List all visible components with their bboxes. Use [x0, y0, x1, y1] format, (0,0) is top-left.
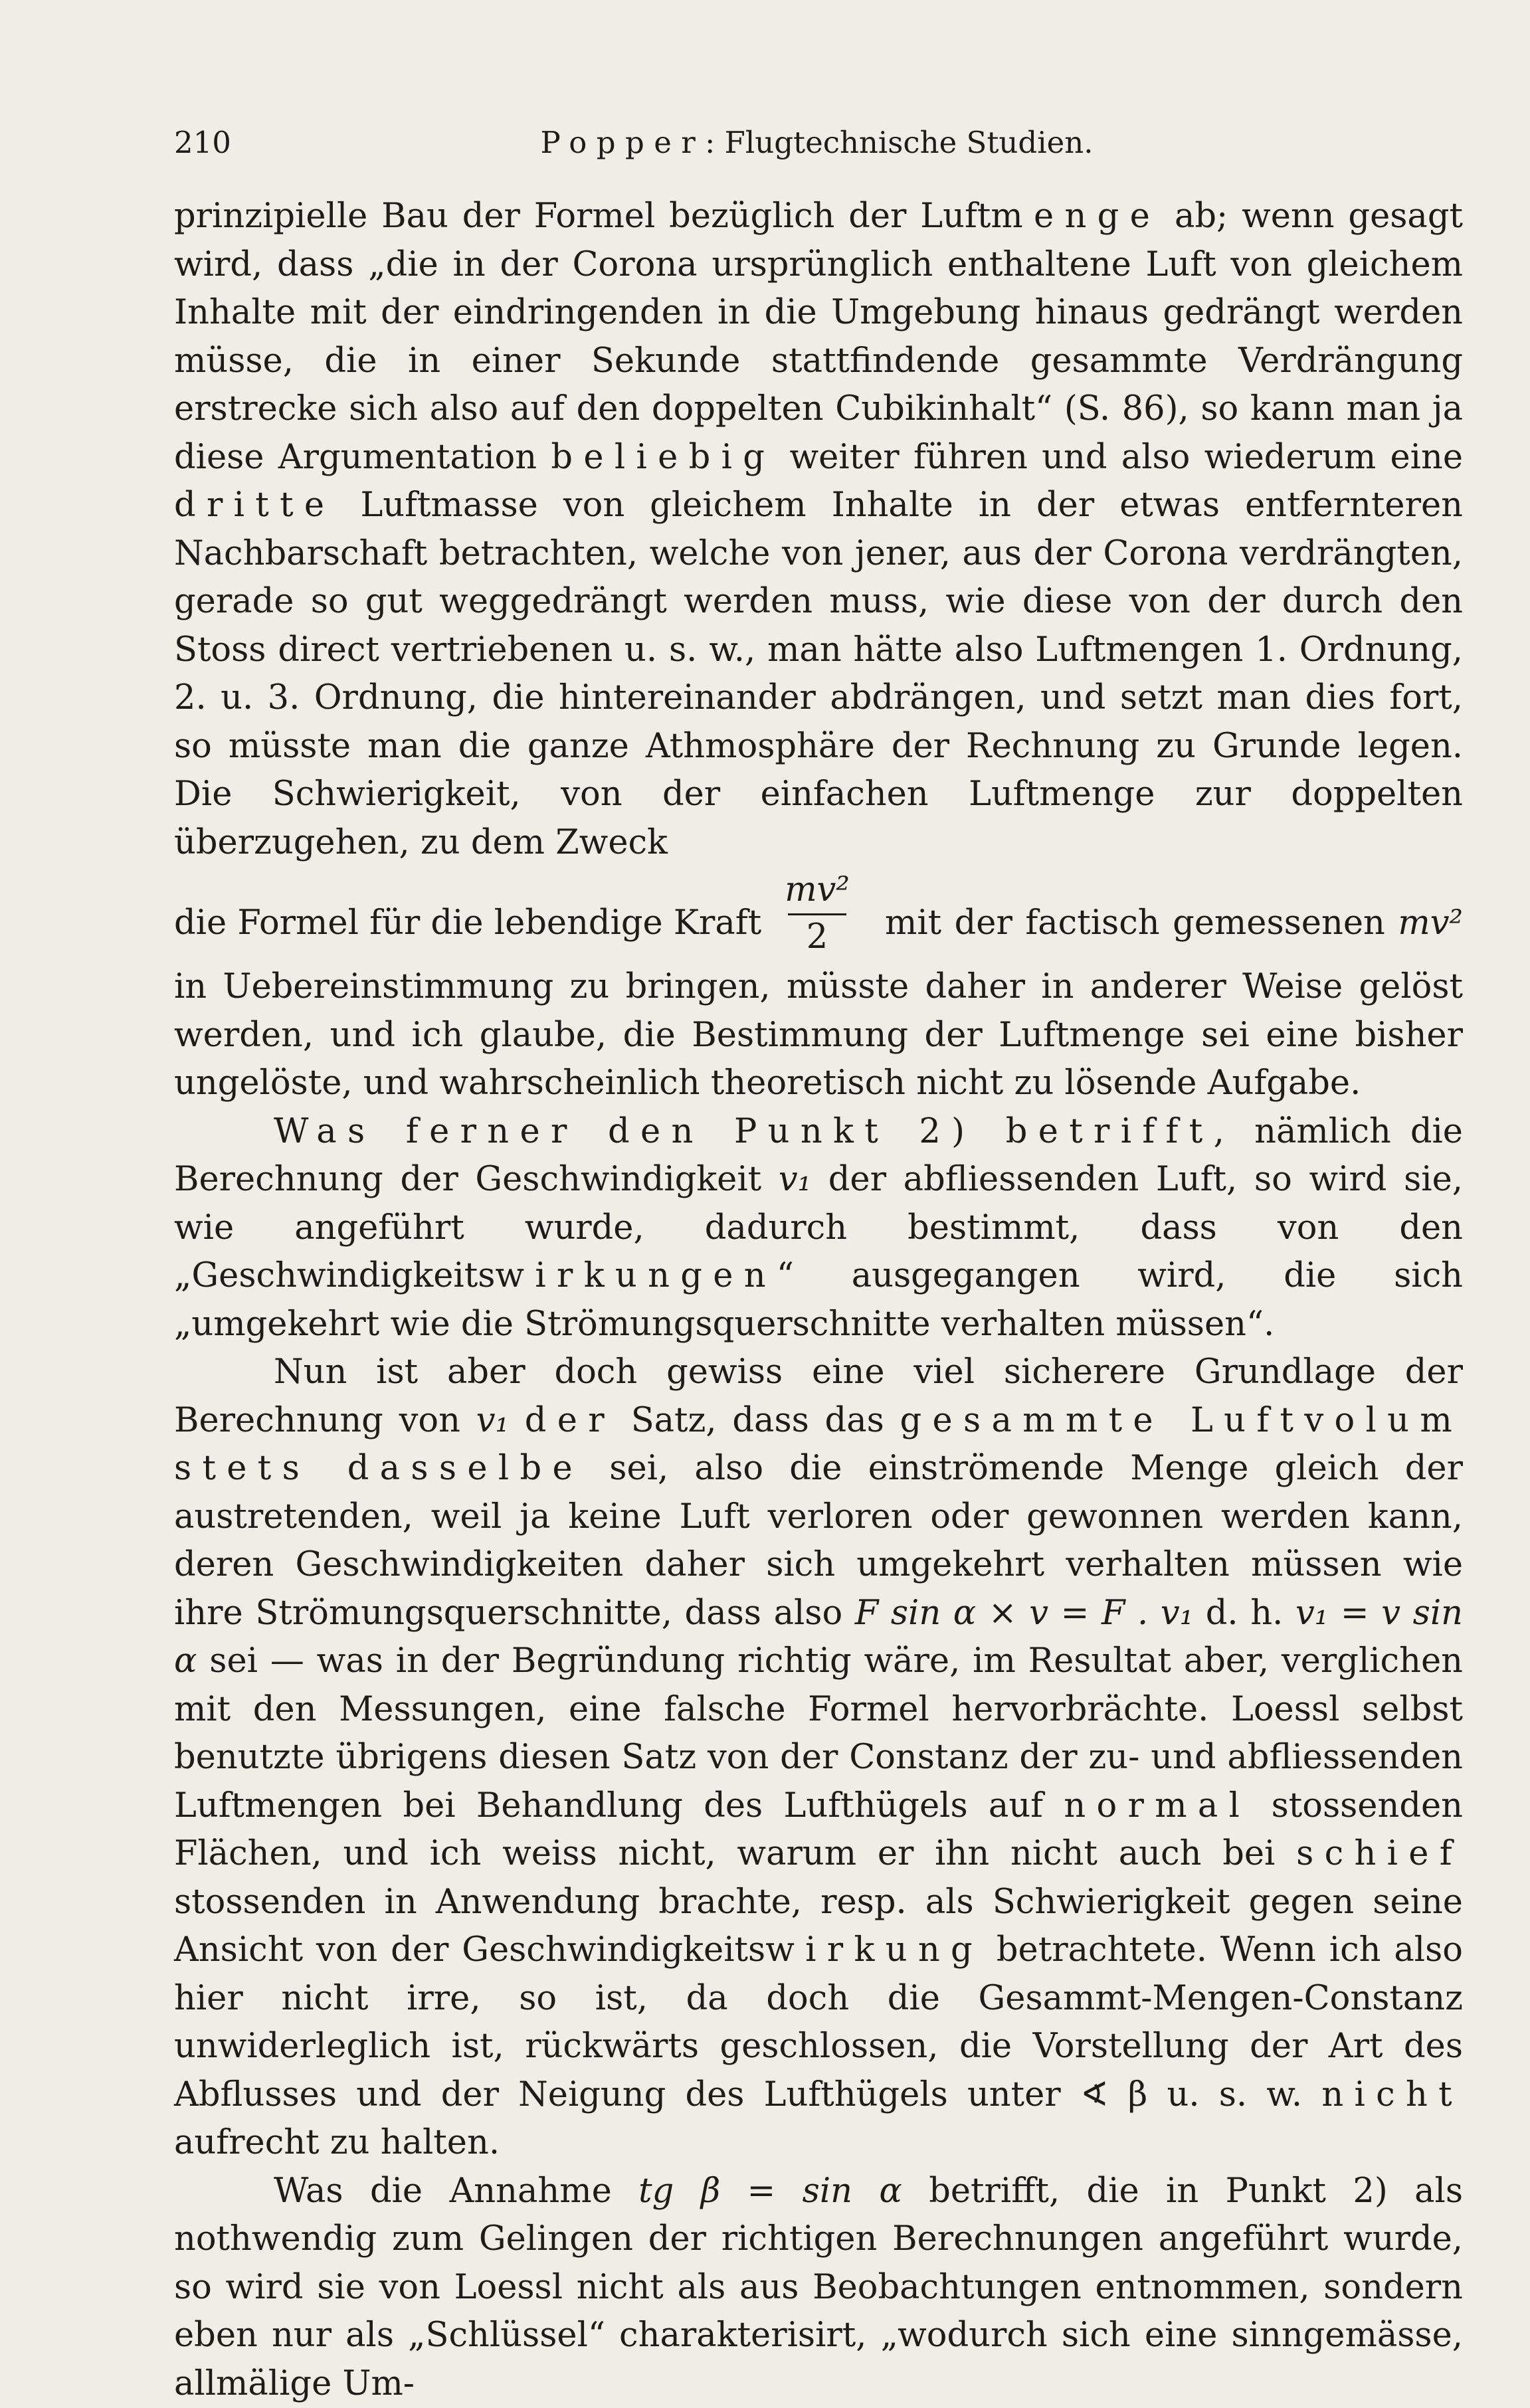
paragraph-1: [174, 193, 1463, 867]
text-run: weiter führen und also wiederum eine: [775, 438, 1463, 477]
fraction-mv2-over-2: [784, 867, 850, 959]
formula-text-left: die Formel für die lebendige Kraft: [174, 903, 761, 943]
spaced-word: beliebig: [551, 438, 775, 477]
spaced-word: schief: [1296, 1834, 1463, 1873]
paragraph-3: [174, 1348, 1463, 2168]
main-text: [174, 193, 1463, 2408]
text-run: nämlich die Berechnung der Geschwindigkeit: [174, 1112, 1463, 1200]
math-mv2: mv²: [1398, 903, 1463, 943]
math-formula: tg β = sin α: [638, 2172, 902, 2211]
text-run: stossenden Flächen, und ich weiss nicht, warum er ihn nicht auch bei: [174, 1786, 1463, 1874]
spaced-word: normal: [1064, 1786, 1250, 1825]
text-run: in Uebereinstimmung zu bringen, müsste daher in anderer Weise gelöst werden, und ich glaube, die Bestimmung der Luftmenge sei eine bisher ungelöste, und wahrscheinlich theoretisch nicht zu lösende Aufgabe.: [174, 967, 1463, 1103]
text-run: betrachtete. Wenn ich also hier nicht irre, so ist, da doch die Gesammt-Mengen-Constanz unwiderleglich ist, rückwärts geschlossen, die Vorstellung der Art des Abflusses und der Neigung des Lufthügels unter ∢ β u. s. w.: [174, 1930, 1463, 2114]
formula-line: [174, 867, 1463, 963]
text-run: stossenden in Anwendung brachte, resp. als Schwierigkeit gegen seine Ansicht von der Geschwindigkeits: [174, 1883, 1463, 1970]
text-run: sei — was in der Begründung richtig wäre, im Resultat aber, verglichen mit den Messungen, eine falsche Formel hervorbrächte. Loessl selbst benutzte übrigens diesen Satz von der Constanz der zu- und abfliessenden Luftmengen bei Behandlung des Lufthügels auf: [174, 1641, 1463, 1825]
paragraph-1-cont: [174, 963, 1463, 1108]
text-run: d. h.: [1193, 1594, 1295, 1633]
spaced-word: menge: [991, 197, 1161, 236]
text-run: der abfliessenden Luft, so wird sie, wie angeführt wurde, dadurch bestimmt, dass von den „Geschwindigkeits: [174, 1160, 1463, 1295]
fraction-denominator: 2: [784, 915, 850, 959]
text-run: Nun ist aber doch gewiss eine viel sicherere Grundlage der Berechnung von: [174, 1352, 1463, 1440]
math-v1: v₁: [476, 1401, 509, 1440]
text-run: ab; wenn gesagt wird, dass „die in der Corona ursprünglich enthaltene Luft von gleichem Inhalte mit der eindringenden in die Umgebung hinaus gedrängt werden müsse, die in einer Sekunde stattfindende gesammte Verdrängung erstrecke sich also auf den doppelten Cubikinhalt“ (S. 86), so kann man ja diese Argumentation: [174, 197, 1463, 477]
math-formula: v₁ = v sin α: [174, 1594, 1463, 1681]
text-run: “ ausgegangen wird, die sich „umgekehrt wie die Strömungsquerschnitte verhalten müssen“.: [174, 1256, 1463, 1344]
running-title-rest: : Flugtechnische Studien.: [705, 125, 1093, 160]
text-run: sei, also die einströmende Menge gleich der austretenden, weil ja keine Luft verloren oder gewonnen werden kann, deren Geschwindigkeiten daher sich umgekehrt verhalten müssen wie ihre Strömungsquerschnitte, dass also: [174, 1449, 1463, 1633]
spaced-word: der: [525, 1401, 615, 1440]
spaced-word: wirkung: [765, 1930, 983, 1970]
text-run: aufrecht zu halten.: [174, 2123, 500, 2162]
running-title-author: Popper: [540, 125, 705, 160]
text-run: betrifft, die in Punkt 2) als nothwendig zum Gelingen der richtigen Berechnungen angeführt wurde, so wird sie von Loessl nicht als aus Beobachtungen entnommen, sondern eben nur als „Schlüssel“ charakterisirt, „wodurch sich eine sinngemässe, allmälige Um-: [174, 2172, 1463, 2403]
formula-text-right: [885, 903, 1463, 943]
running-head: [174, 120, 1460, 166]
text-run: [509, 1401, 525, 1440]
spaced-phrase: Was ferner den Punkt 2) betrifft,: [274, 1112, 1235, 1151]
spaced-word: nicht: [1321, 2075, 1463, 2114]
text-run: mit der factisch gemessenen: [885, 903, 1385, 943]
spaced-word: dritte: [174, 486, 335, 525]
text-run: Was die Annahme: [274, 2172, 638, 2211]
text-run: Satz, dass das: [615, 1401, 900, 1440]
math-formula: F sin α × v = F . v₁: [855, 1594, 1193, 1633]
fraction-numerator: mv²: [784, 867, 850, 913]
math-v1: v₁: [779, 1160, 811, 1199]
spaced-phrase: gesammte Luftvolum stets dasselbe: [174, 1401, 1463, 1489]
paragraph-2: [174, 1108, 1463, 1349]
paragraph-4: [174, 2168, 1463, 2408]
text-run: prinzipielle Bau der Formel bezüglich der Luft: [174, 197, 991, 236]
page-number: 210: [174, 120, 231, 166]
running-title: [174, 120, 1460, 166]
text-run: Luftmasse von gleichem Inhalte in der etwas entfernteren Nachbarschaft betrachten, welche von jener, aus der Corona verdrängten, gerade so gut weggedrängt werden muss, wie diese von der durch den Stoss direct vertriebenen u. s. w., man hätte also Luftmengen 1. Ordnung, 2. u. 3. Ordnung, die hintereinander abdrängen, und setzt man dies fort, so müsste man die ganze Athmosphäre der Rechnung zu Grunde legen. Die Schwierigkeit, von der einfachen Luftmenge zur doppelten überzugehen, zu dem Zweck: [174, 486, 1463, 862]
spaced-word: wirkungen: [495, 1256, 777, 1295]
